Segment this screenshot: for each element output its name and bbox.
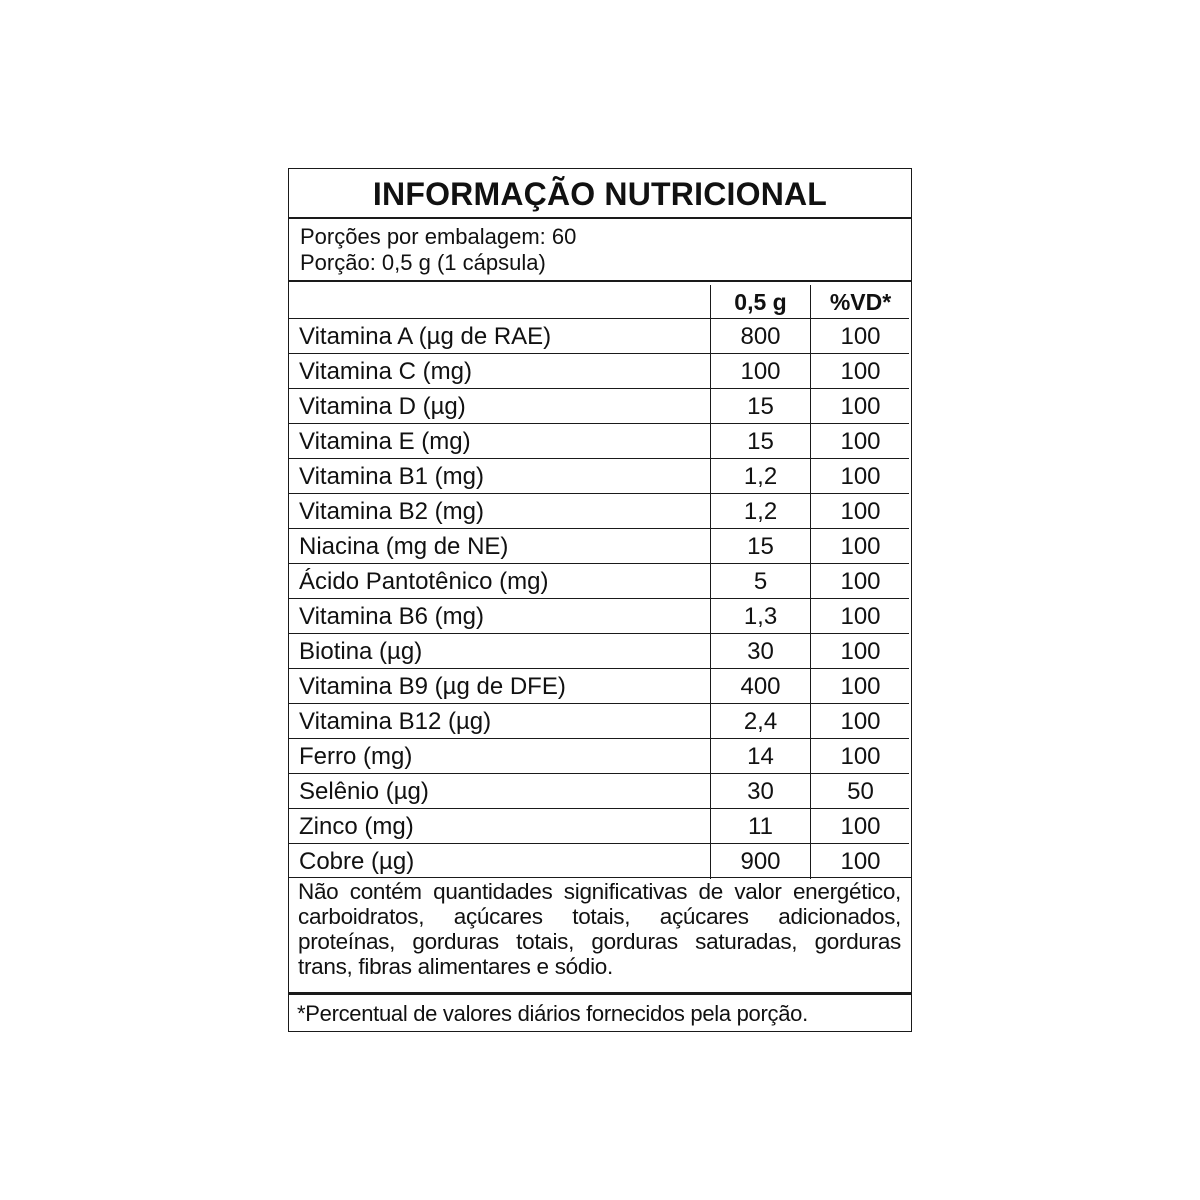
nutrient-daily-value: 100 (810, 319, 910, 354)
nutrient-amount: 400 (710, 669, 810, 704)
nutrient-name: Ferro (mg) (299, 742, 413, 770)
nutrient-amount: 900 (710, 844, 810, 879)
table-row (289, 494, 911, 529)
nutrient-name: Vitamina B1 (mg) (299, 462, 484, 490)
nutrient-name: Vitamina B2 (mg) (299, 497, 484, 525)
table-row (289, 739, 911, 774)
nutrient-amount: 1,2 (710, 459, 810, 494)
nutrient-name: Vitamina D (µg) (299, 392, 466, 420)
header-amount-cell: 0,5 g (710, 285, 810, 319)
table-row (289, 354, 911, 389)
nutrient-name: Vitamina B9 (µg de DFE) (299, 672, 566, 700)
nutrient-amount: 15 (710, 529, 810, 564)
nutrient-name: Ácido Pantotênico (mg) (299, 567, 549, 595)
nutrient-daily-value: 100 (810, 809, 910, 844)
nutrient-amount: 100 (710, 354, 810, 389)
table-row (289, 319, 911, 354)
nutrient-name: Biotina (µg) (299, 637, 423, 665)
table-row (289, 529, 911, 564)
serving-size: Porção: 0,5 g (1 cápsula) (300, 250, 546, 275)
table-row (289, 389, 911, 424)
header-name-cell (299, 285, 709, 319)
table-row (289, 564, 911, 599)
nutrient-daily-value: 100 (810, 494, 910, 529)
nutrition-note: Não contém quantidades significativas de valor energético, carboidratos, açúcares totais, açúcares adicionados, proteínas, gorduras totais, gorduras saturadas, gorduras trans, fibras alimentares e sódio. (298, 879, 901, 979)
nutrient-name: Vitamina C (mg) (299, 357, 472, 385)
nutrient-rows (289, 319, 911, 879)
nutrient-name: Niacina (mg de NE) (299, 532, 509, 560)
nutrient-amount: 11 (710, 809, 810, 844)
header-daily-value-cell: %VD* (810, 285, 910, 319)
nutrient-daily-value: 100 (810, 704, 910, 739)
table-row (289, 424, 911, 459)
table-row (289, 809, 911, 844)
nutrient-daily-value: 100 (810, 354, 910, 389)
nutrient-amount: 5 (710, 564, 810, 599)
nutrient-daily-value: 50 (810, 774, 910, 809)
nutrient-name: Vitamina A (µg de RAE) (299, 322, 552, 350)
serving-info (300, 224, 900, 276)
nutrient-daily-value: 100 (810, 599, 910, 634)
table-row (289, 844, 911, 879)
nutrient-daily-value: 100 (810, 529, 910, 564)
nutrient-name: Vitamina E (mg) (299, 427, 471, 455)
table-row (289, 634, 911, 669)
nutrient-daily-value: 100 (810, 634, 910, 669)
nutrient-amount: 30 (710, 634, 810, 669)
nutrient-daily-value: 100 (810, 424, 910, 459)
nutrient-amount: 1,3 (710, 599, 810, 634)
nutrient-amount: 1,2 (710, 494, 810, 529)
daily-value-footnote: *Percentual de valores diários fornecidos pela porção. (297, 1001, 808, 1026)
nutrient-name: Vitamina B12 (µg) (299, 707, 492, 735)
nutrient-daily-value: 100 (810, 389, 910, 424)
table-row (289, 704, 911, 739)
nutrient-amount: 14 (710, 739, 810, 774)
nutrient-name: Selênio (µg) (299, 777, 429, 805)
nutrient-daily-value: 100 (810, 564, 910, 599)
nutrient-amount: 800 (710, 319, 810, 354)
label-title: INFORMAÇÃO NUTRICIONAL (289, 169, 911, 219)
nutrient-daily-value: 100 (810, 669, 910, 704)
nutrient-daily-value: 100 (810, 844, 910, 879)
servings-per-package: Porções por embalagem: 60 (300, 224, 577, 249)
table-row (289, 774, 911, 809)
table-row (289, 669, 911, 704)
nutrient-name: Cobre (µg) (299, 847, 415, 875)
divider (289, 280, 911, 282)
nutrient-name: Zinco (mg) (299, 812, 414, 840)
nutrient-amount: 2,4 (710, 704, 810, 739)
nutrient-daily-value: 100 (810, 459, 910, 494)
nutrient-amount: 15 (710, 389, 810, 424)
table-row (289, 599, 911, 634)
nutrient-table (289, 285, 911, 879)
nutrient-name: Vitamina B6 (mg) (299, 602, 484, 630)
nutrient-amount: 30 (710, 774, 810, 809)
nutrient-amount: 15 (710, 424, 810, 459)
table-header-row (289, 285, 911, 319)
nutrition-facts-label (288, 168, 912, 1032)
table-row (289, 459, 911, 494)
divider (289, 992, 911, 995)
divider (289, 877, 911, 878)
nutrient-daily-value: 100 (810, 739, 910, 774)
